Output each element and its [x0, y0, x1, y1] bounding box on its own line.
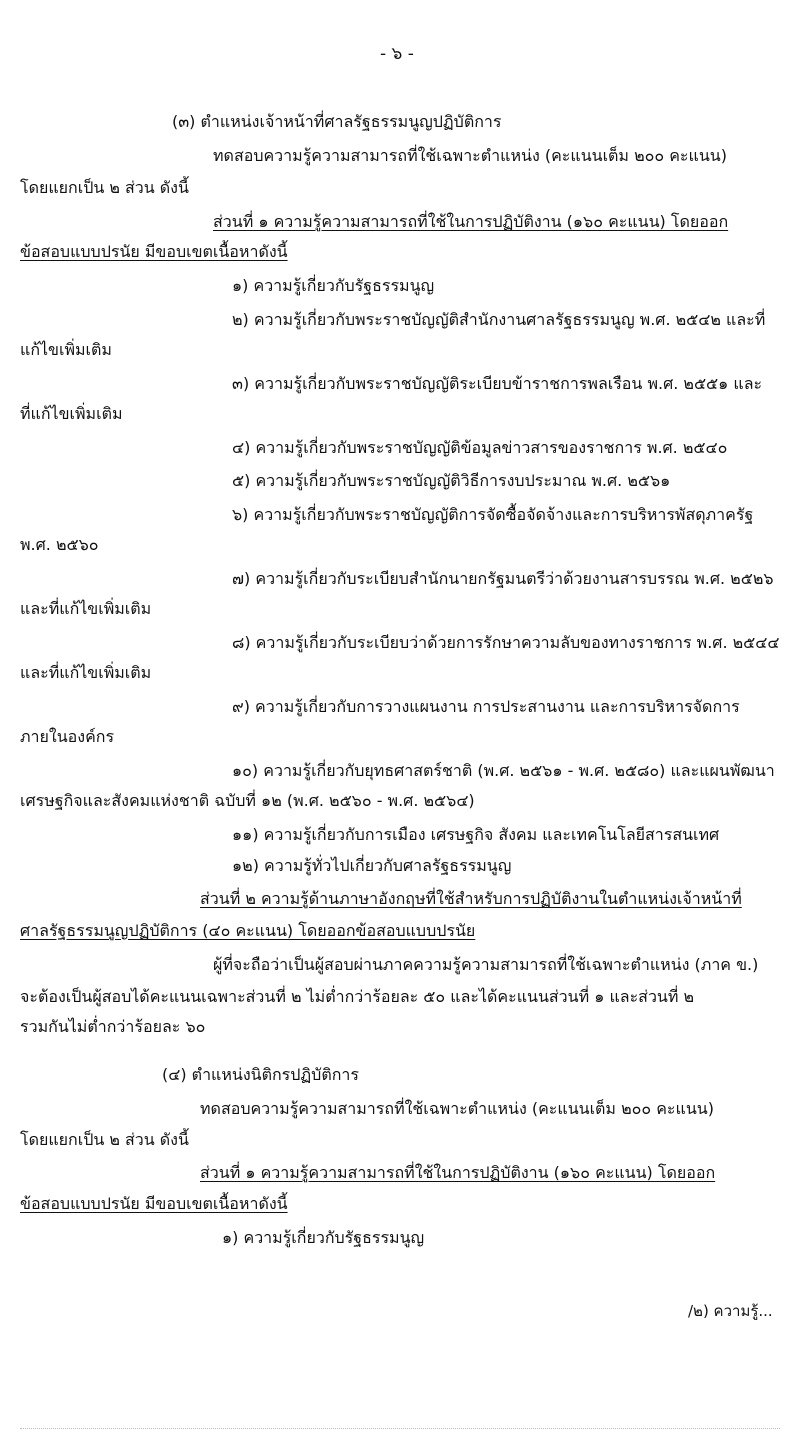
list-item-continued: ที่แก้ไขเพิ่มเติม	[20, 404, 123, 423]
section-3-part2-line2: ศาลรัฐธรรมนูญปฏิบัติการ (๔๐ คะแนน) โดยออกข้อสอบแบบปรนัย	[20, 921, 476, 940]
section-4-part1-line2: ข้อสอบแบบปรนัย มีขอบเขตเนื้อหาดังนี้	[20, 1194, 288, 1213]
section-4-part1-line1: ส่วนที่ ๑ ความรู้ความสามารถที่ใช้ในการปฏิบัติงาน (๑๖๐ คะแนน) โดยออก	[200, 1163, 716, 1182]
list-item: ๑๐) ความรู้เกี่ยวกับยุทธศาสตร์ชาติ (พ.ศ. ๒๕๖๑ - พ.ศ. ๒๕๘๐) และแผนพัฒนา	[232, 761, 775, 780]
list-item-continued: และที่แก้ไขเพิ่มเติม	[20, 663, 152, 682]
list-item: ๑) ความรู้เกี่ยวกับรัฐธรรมนูญ	[222, 1228, 425, 1247]
list-item: ๖) ความรู้เกี่ยวกับพระราชบัญญัติการจัดซื้อจัดจ้างและการบริหารพัสดุภาครัฐ	[232, 505, 754, 524]
section-4-test-line1: ทดสอบความรู้ความสามารถที่ใช้เฉพาะตำแหน่ง (คะแนนเต็ม ๒๐๐ คะแนน)	[200, 1099, 714, 1118]
section-3-heading: (๓) ตำแหน่งเจ้าหน้าที่ศาลรัฐธรรมนูญปฏิบัติการ	[172, 112, 502, 131]
list-item: ๑๑) ความรู้เกี่ยวกับการเมือง เศรษฐกิจ สังคม และเทคโนโลยีสารสนเทศ	[232, 825, 720, 844]
list-item-continued: ภายในองค์กร	[20, 727, 115, 746]
list-item: ๑๒) ความรู้ทั่วไปเกี่ยวกับศาลรัฐธรรมนูญ	[232, 856, 512, 875]
list-item: ๕) ความรู้เกี่ยวกับพระราชบัญญัติวิธีการงบประมาณ พ.ศ. ๒๕๖๑	[232, 471, 671, 490]
list-item-continued: แก้ไขเพิ่มเติม	[20, 340, 112, 359]
section-3-part1-line2: ข้อสอบแบบปรนัย มีขอบเขตเนื้อหาดังนี้	[20, 242, 288, 261]
pass-criteria-line3: รวมกันไม่ต่ำกว่าร้อยละ ๖๐	[20, 1017, 206, 1036]
list-item: ๑) ความรู้เกี่ยวกับรัฐธรรมนูญ	[232, 276, 435, 295]
pass-criteria-line1: ผู้ที่จะถือว่าเป็นผู้สอบผ่านภาคความรู้ความสามารถที่ใช้เฉพาะตำแหน่ง (ภาค ข.)	[213, 955, 759, 974]
section-4-test-line2: โดยแยกเป็น ๒ ส่วน ดังนี้	[20, 1130, 189, 1149]
page-number: - ๖ -	[380, 44, 414, 64]
list-item: ๔) ความรู้เกี่ยวกับพระราชบัญญัติข้อมูลข่าวสารของราชการ พ.ศ. ๒๕๔๐	[232, 438, 728, 457]
list-item: ๓) ความรู้เกี่ยวกับพระราชบัญญัติระเบียบข้าราชการพลเรือน พ.ศ. ๒๕๕๑ และ	[232, 374, 763, 393]
section-3-part1-line1: ส่วนที่ ๑ ความรู้ความสามารถที่ใช้ในการปฏิบัติงาน (๑๖๐ คะแนน) โดยออก	[213, 212, 729, 231]
list-item: ๙) ความรู้เกี่ยวกับการวางแผนงาน การประสานงาน และการบริหารจัดการ	[232, 697, 740, 716]
section-3-part2-line1: ส่วนที่ ๒ ความรู้ด้านภาษาอังกฤษที่ใช้สำหรับการปฏิบัติงานในตำแหน่งเจ้าหน้าที่	[200, 889, 742, 908]
section-4-heading: (๔) ตำแหน่งนิติกรปฏิบัติการ	[162, 1065, 359, 1084]
pass-criteria-line2: จะต้องเป็นผู้สอบได้คะแนนเฉพาะส่วนที่ ๒ ไม่ต่ำกว่าร้อยละ ๕๐ และได้คะแนนส่วนที่ ๑ และส่วนที่ ๒	[20, 987, 695, 1006]
section-3-test-line2: โดยแยกเป็น ๒ ส่วน ดังนี้	[20, 178, 189, 197]
list-item: ๘) ความรู้เกี่ยวกับระเบียบว่าด้วยการรักษาความลับของทางราชการ พ.ศ. ๒๕๔๔	[232, 633, 780, 652]
section-3-test-line1: ทดสอบความรู้ความสามารถที่ใช้เฉพาะตำแหน่ง (คะแนนเต็ม ๒๐๐ คะแนน)	[213, 146, 727, 165]
list-item-continued: และที่แก้ไขเพิ่มเติม	[20, 599, 152, 618]
list-item: ๗) ความรู้เกี่ยวกับระเบียบสำนักนายกรัฐมนตรีว่าด้วยงานสารบรรณ พ.ศ. ๒๕๒๖	[232, 569, 774, 588]
scan-edge-divider	[20, 1428, 780, 1429]
continuation-marker: /๒) ความรู้...	[688, 1302, 773, 1320]
list-item-continued: เศรษฐกิจและสังคมแห่งชาติ ฉบับที่ ๑๒ (พ.ศ. ๒๕๖๐ - พ.ศ. ๒๕๖๔)	[20, 791, 475, 810]
list-item-continued: พ.ศ. ๒๕๖๐	[20, 535, 99, 554]
list-item: ๒) ความรู้เกี่ยวกับพระราชบัญญัติสำนักงานศาลรัฐธรรมนูญ พ.ศ. ๒๕๔๒ และที่	[232, 310, 766, 329]
